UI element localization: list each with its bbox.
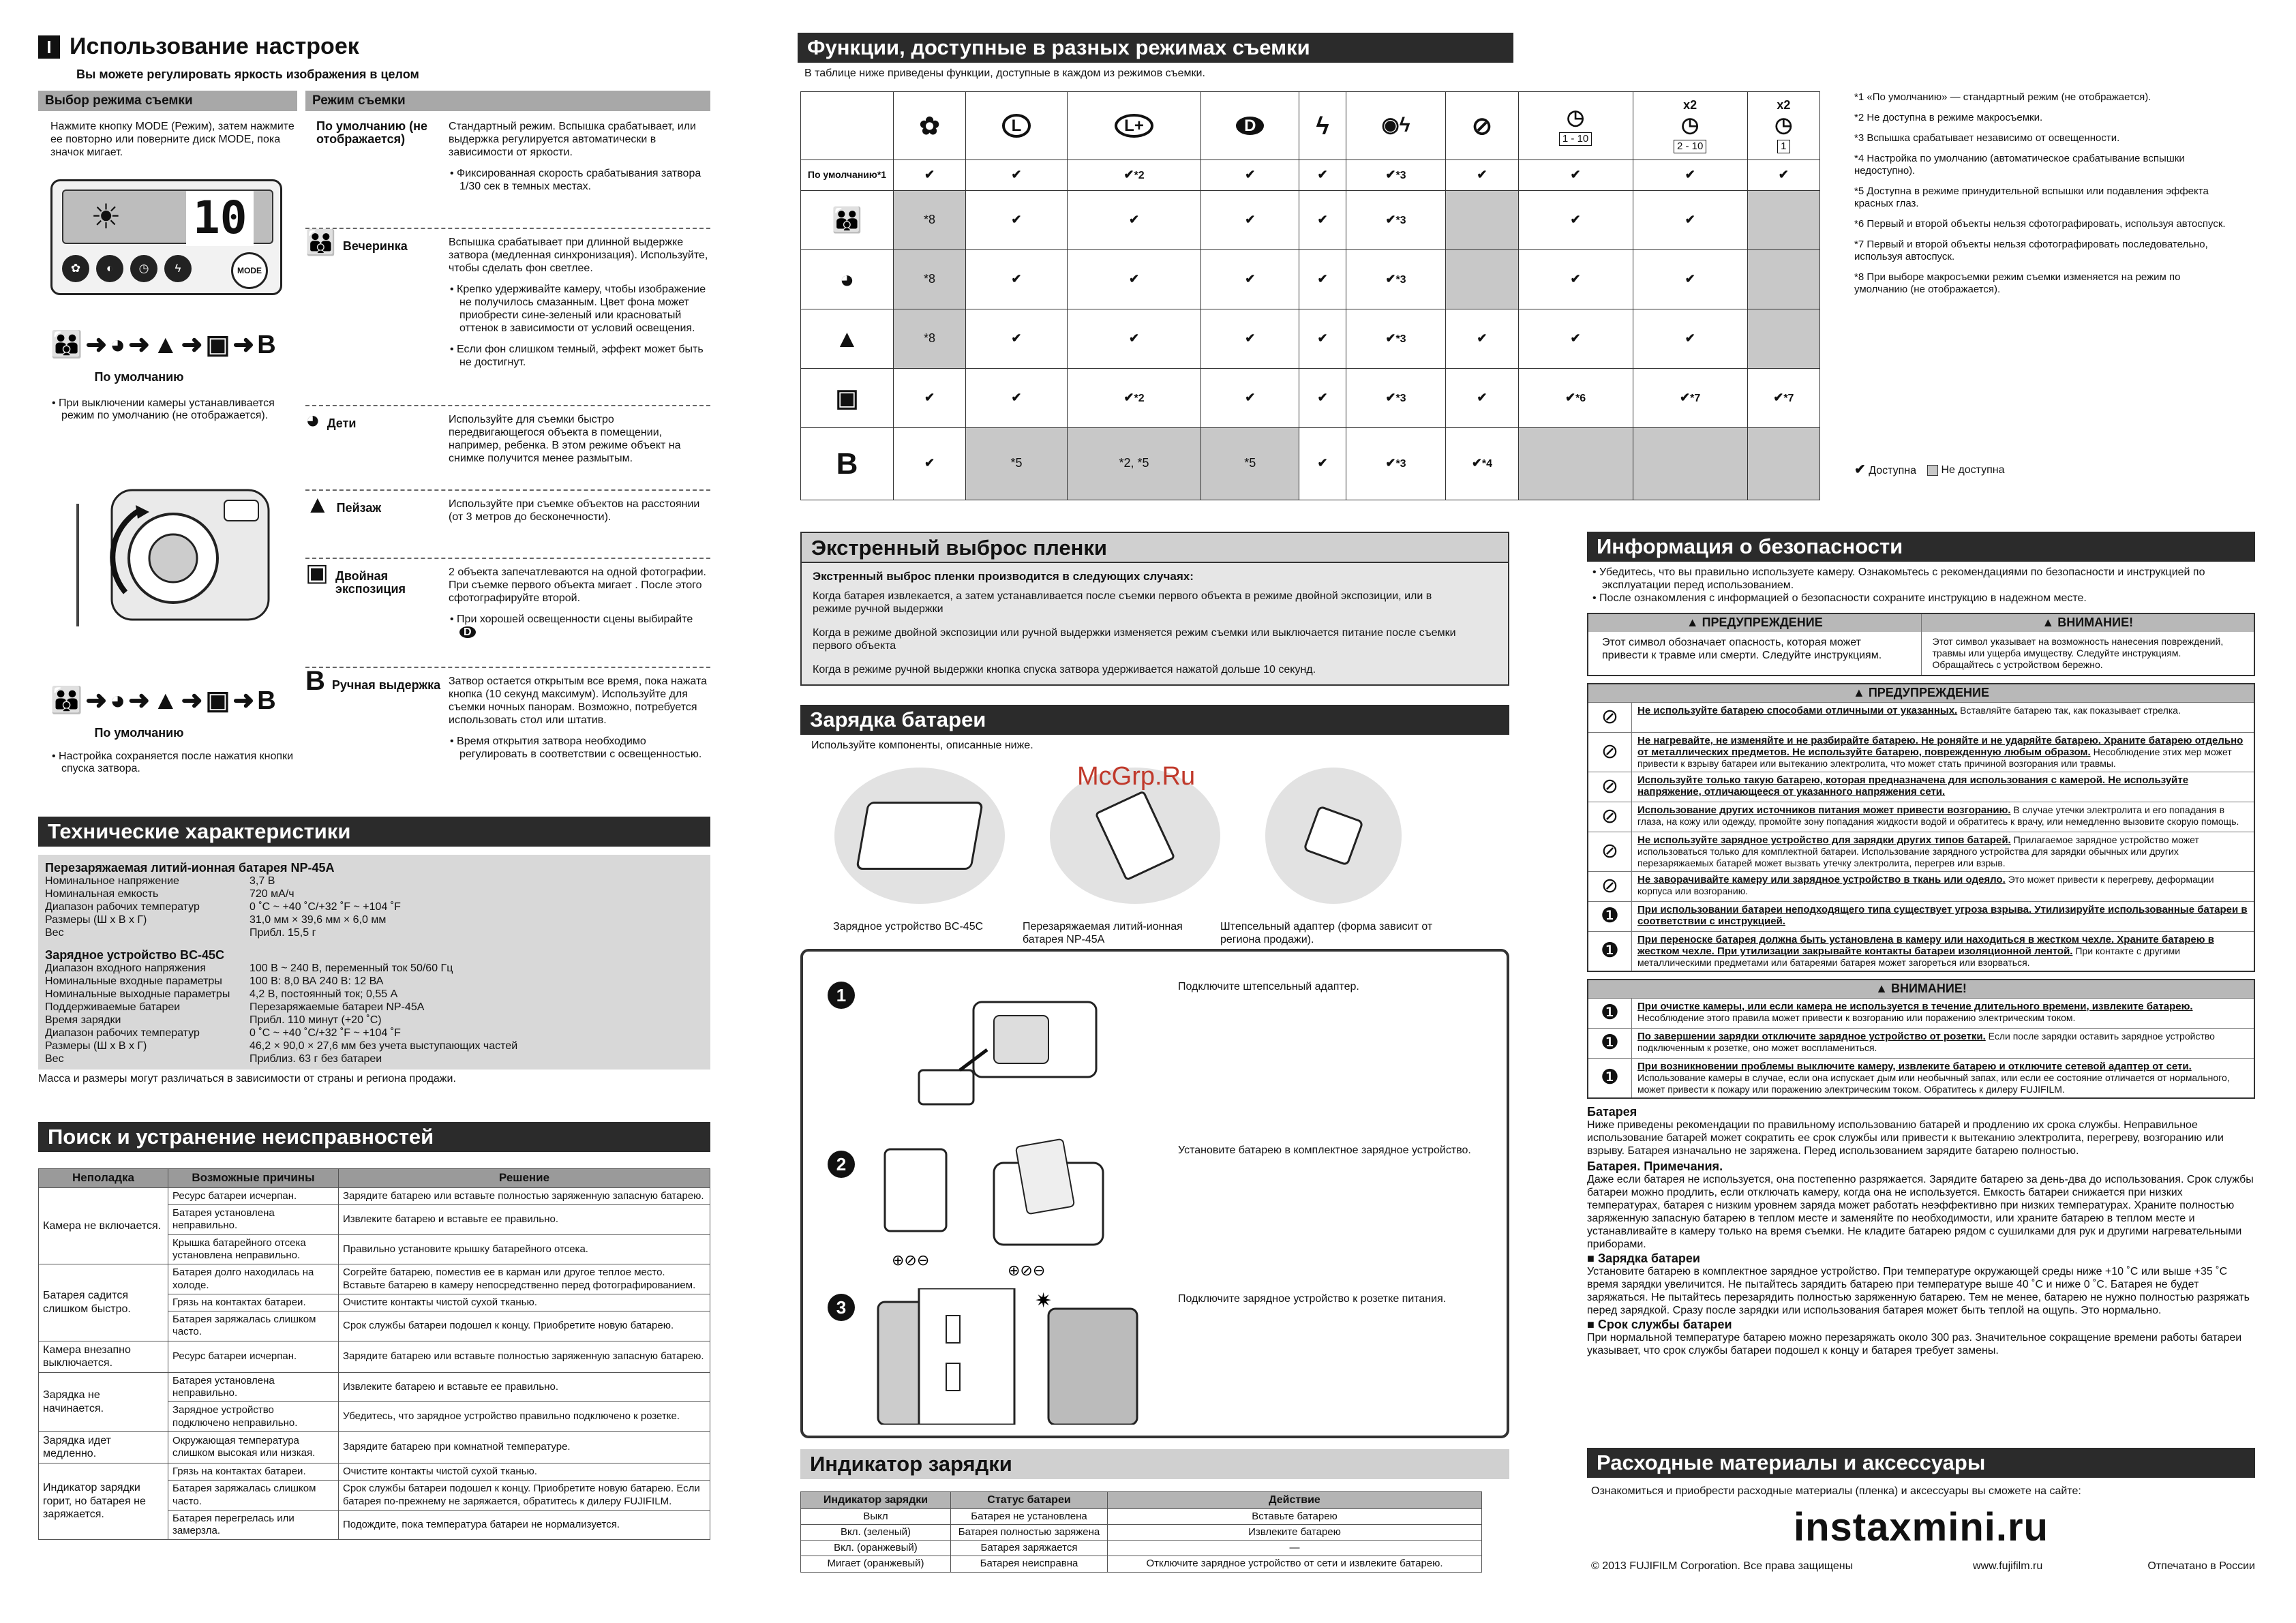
indicator-title: Индикатор зарядки: [800, 1449, 1509, 1479]
warning-item: ⊘ Не используйте батарею способами отличными от указанных. Вставляйте батарею так, как показывает стрелка.: [1588, 702, 2254, 732]
double-exposure-icon: ▣: [205, 686, 233, 716]
spec-row: Номинальные выходные параметры 4,2 В, постоянный ток; 0,55 А: [45, 988, 398, 1000]
table-row: Батарея установлена неправильно. Извлеките батарею и вставьте ее правильно.: [39, 1205, 710, 1235]
kids-icon: ◕: [110, 331, 129, 359]
lighten-icon: ◐: [96, 255, 123, 282]
default-note: • При выключении камеры устанавливается режим по умолчанию (не отображается).: [52, 397, 275, 422]
specs-footer: Масса и размеры могут различаться в зависимости от страны и региона продажи.: [38, 1073, 456, 1084]
table-row: Зарядное устройство подключено неправильно. Убедитесь, что зарядное устройство правильно подключено к розетке.: [39, 1402, 710, 1432]
warning-item: ❶ При использовании батареи неподходящего типа существует угроза взрыва. Утилизируйте использованные батареи в соответствии с инструкцией.: [1588, 901, 2254, 931]
eject-title: Экстренный выброс пленки: [802, 533, 1508, 563]
macro-icon: ✿: [62, 255, 89, 282]
column-header-select-mode: Выбор режима съемки: [38, 91, 297, 111]
landscape-icon: ▲: [152, 331, 181, 359]
prohibited-icon: ⊘: [1588, 703, 1632, 732]
problem-cell: Камера не включается.: [39, 1187, 168, 1264]
section-functions: [798, 33, 2296, 80]
prohibited-icon: ⊘: [1588, 772, 1632, 802]
unplug-icon: ❶: [1588, 1059, 1632, 1097]
prohibited-icon: ⊘: [1588, 832, 1632, 871]
plug-adapter-illustration: [1265, 768, 1402, 904]
mode-double-exposure: ▣ Двойная экспозиция 2 объекта запечатлеваются на одной фотографии. При съемке первого объекта мигает . После этого сфотографируйте второй. • При хорошей освещенности сцены выбирайте D: [305, 559, 710, 668]
warning-item: ⊘ Не нагревайте, не изменяйте и не разбирайте батарею. Не роняйте и не ударяйте батарею. Храните батарею отдельно от металлических предметов. Не используйте батарею, поврежденную любым образом. Несоблюдение этих мер может привести к взрыву батареи или вытеканию электролита, что может стать причиной возгорания или травмы.: [1588, 732, 2254, 772]
spec-row: Номинальная емкость 720 мА/ч: [45, 888, 294, 900]
default-label: По умолчанию: [94, 370, 184, 384]
warning-item: ⊘ Не используйте зарядное устройство для зарядки других типов батарей. Прилагаемое зарядное устройство может использоваться только для комплектной батареи. Использование зарядного устройства для зарядки обычных или других перезаряжаемых батарей может вызвать утечку электролита, перегрев или взрыв.: [1588, 832, 2254, 871]
spec-row: Диапазон рабочих температур 0 ˚С ~ +40 ˚С/+32 ˚F ~ +104 ˚F: [45, 901, 401, 913]
warning-item: ❶ При переноске батарея должна быть установлена в камеру или находиться в жестком чехле. Храните батарею в жестком чехле. При утилизации закрывайте контакты батареи изоляционной лентой. При контакте с другими металлическими предметами или батареями батарея может загореться или взорваться.: [1588, 931, 2254, 971]
table-row: Батарея заряжалась слишком часто. Срок службы батареи подошел к концу. Приобретите новую батарею.: [39, 1311, 710, 1341]
lighten-icon: L: [966, 92, 1068, 160]
section-subtitle: Вы можете регулировать яркость изображения в целом: [76, 67, 419, 82]
legend-swatch: [1927, 465, 1938, 476]
troubleshooting-title: Поиск и устранение неисправностей: [38, 1122, 710, 1152]
row-default-label: По умолчанию*1: [801, 160, 894, 191]
mode-landscape: ▲ Пейзаж Используйте при съемке объектов на расстоянии (от 3 метров до бесконечности).: [305, 491, 710, 559]
warning-item: ❶ По завершении зарядки отключите зарядное устройство от розетки. Если после зарядки оставить зарядное устройство подключенным к розетке, оно может воспламениться.: [1588, 1028, 2254, 1058]
charge-title: Зарядка батареи: [800, 705, 1509, 735]
functions-intro: В таблице ниже приведены функции, доступные в каждом из режимов съемки.: [804, 67, 1205, 79]
bulb-icon: B: [305, 666, 325, 696]
troubleshooting-table: Неполадка Возможные причины Решение Камера не включается. Ресурс батареи исчерпан. Зарядите батарею или вставьте полностью заряженную запасную батарею. Батарея установлена неправильно. Извлеките батарею и вставьте ее правильно. Крышка батарейного отсека установлена неправильно. Правильно установите крышку батарейного отсека. Батарея садится слишком быстро. Батарея долго находилась на холоде. Согрейте батарею, поместив ее в карман или другое теплое место. Вставьте батарею в камеру непосредственно перед фотографированием. Грязь на контактах батареи. Очистите контакты чистой сухой тканью. Батарея заряжалась слишком часто. Срок службы батареи подошел к концу. Приобретите новую батарею. Камера внезапно выключается. Ресурс батареи исчерпан. Зарядите батарею или вставьте полностью заряженную запасную батарею. Зарядка не начинается. Батарея установлена неправильно. Извлеките батарею и вставьте ее правильно. Зарядное устройство подключено неправильно. Убедитесь, что зарядное устройство правильно подключено к розетке. Зарядка идет медленно. Окружающая температура слишком высокая или низкая. Зарядите батарею при комнатной температуре. Индикатор зарядки горит, но батарея не заряжается. Грязь на контактах батареи. Очистите контакты чистой сухой тканью. Батарея заряжалась слишком часто. Срок службы батареи подошел к концу. Приобретите новую батарею. Если батарея по-прежнему не заряжается, обратитесь к дилеру FUJIFILM. Батарея перегрелась или замерзла. Подождите, пока температура батареи не нормализуется.: [38, 1168, 710, 1540]
table-row: Грязь на контактах батареи. Очистите контакты чистой сухой тканью.: [39, 1294, 710, 1311]
self-timer-x2-1-icon: x2 ◷ 1: [1747, 92, 1819, 160]
symbol-definitions: ▲ ПРЕДУПРЕЖДЕНИЕ Этот символ обозначает опасность, которая может привести к травме или смерти. Следуйте инструкциям. ▲ ВНИМАНИЕ! Этот символ указывает на возможность нанесения повреждений, травмы или ущерба имуществу. Следуйте инструкциям. Обращайтесь с устройством бережно.: [1587, 613, 2255, 676]
lcd-illustration: [50, 179, 282, 295]
step-1-illustration: [905, 975, 1123, 1111]
self-timer-icon: ◷ 1 - 10: [1518, 92, 1633, 160]
table-row: Зарядка не начинается. Батарея установлена неправильно. Извлеките батарею и вставьте ее правильно.: [39, 1372, 710, 1402]
bulb-icon: B: [257, 686, 279, 716]
footnote: *7 Первый и второй объекты нельзя сфотографировать последовательно, используя автоспуск.: [1854, 239, 2208, 262]
forced-flash-icon: ϟ: [1299, 92, 1346, 160]
footnote: *2 Не доступна в режиме макросъемки.: [1854, 112, 2043, 123]
svg-text:⊕⊘⊖: ⊕⊘⊖: [1008, 1262, 1046, 1279]
accessories-title: Расходные материалы и аксессуары: [1587, 1448, 2255, 1478]
mode-party: 👪 Вечеринка Вспышка срабатывает при длинной выдержке затвора (медленная синхронизация). Используйте, чтобы сделать фон светлее. • Крепко удерживайте камеру, чтобы изображение не получилось смазанным. Цвет фона может приобрести сине-зеленый или красноватый оттенок в зависимости от условий освещения. • Если фон слишком темный, эффект может быть не достигнут.: [305, 229, 710, 406]
kids-icon: ◕: [305, 406, 320, 434]
mode-cycle-diagram-2: 👪➜◕➜▲➜▣➜B: [50, 686, 279, 716]
warning-item: ⊘ Используйте только такую батарею, которая предназначена для использования с камерой. Не используйте напряжение, отличающееся от указанного напряжения сети.: [1588, 772, 2254, 802]
charge-steps: 1 Подключите штепсельный адаптер. 2 ⊕⊘⊖ ⊕⊘⊖ Установите батарею в комплектное зарядное устройство. 3 ✷ Подключите зарядное устройство к розетке питания.: [800, 949, 1509, 1438]
cautions-box: ▲ ВНИМАНИЕ! ❶ При очистке камеры, или если камера не используется в течение длительного времени, извлеките батарею. Несоблюдение этого правила может привести к возгоранию или поражению электрическим током. ❶ По завершении зарядки отключите зарядное устройство от розетки. Если после зарядки оставить зарядное устройство подключенным к розетке, оно может воспламениться. ❶ При возникновении проблемы выключите камеру, извлеките батарею и отключите сетевой адаптер от сети. Использование камеры в случае, если она испускает дым или необычный запах, или если ее состояние отличается от нормального, может привести к пожару или поражению электрическим током. Обратитесь к дилеру FUJIFILM.: [1587, 979, 2255, 1099]
party-icon: 👪: [305, 228, 336, 256]
section-accessories: Расходные материалы и аксессуары Ознакомиться и приобрести расходные материалы (пленка) и аксессуары вы сможете на сайте: instaxmini.ru © 2013 FUJIFILM Corporation. Все права защищены www.fujifilm.ru Отпечатано в России: [1587, 1448, 2255, 1573]
footnote: *8 При выборе макросъемки режим съемки изменяется на режим по умолчанию (не отображается).: [1854, 271, 2181, 295]
table-row: Выкл Батарея не установлена Вставьте батарею: [801, 1508, 1482, 1524]
default-note-2: • Настройка сохраняется после нажатия кнопки спуска затвора.: [52, 750, 294, 775]
table-row: Мигает (оранжевый) Батарея неисправна Отключите зарядное устройство от сети и извлеките батарею.: [801, 1556, 1482, 1572]
kids-icon: ◕: [801, 249, 894, 309]
spec-row: Размеры (Ш x В x Г) 31,0 мм × 39,6 мм × 6,0 мм: [45, 914, 387, 926]
indicator-table: Индикатор зарядки Статус батареи Действие Выкл Батарея не установлена Вставьте батарею Вкл. (зеленый) Батарея полностью заряжена Извлеките батарею Вкл. (оранжевый) Батарея заряжается — Мигает (оранжевый) Батарея неисправна Отключите зарядное устройство от сети и извлеките батарею.: [800, 1491, 1482, 1573]
mode-bulb: B Ручная выдержка Затвор остается открытым все время, пока нажата кнопка (10 секунд максимум). Используйте для съемки ночных панорам. Возможно, потребуется использовать стол или штатив. • Время открытия затвора необходимо регулировать в соответствии с освещенностью.: [305, 668, 710, 804]
warning-item: ❶ При очистке камеры, или если камера не используется в течение длительного времени, извлеките батарею. Несоблюдение этого правила может привести к возгоранию или поражению электрическим током.: [1588, 998, 2254, 1028]
step-2-illustration: [871, 1136, 1144, 1286]
mandatory-icon: ❶: [1588, 932, 1632, 971]
table-row: Батарея заряжалась слишком часто. Срок службы батареи подошел к концу. Приобретите новую батарею. Если батарея по-прежнему не заряжается, обратитесь к дилеру FUJIFILM.: [39, 1481, 710, 1511]
table-row: Зарядка идет медленно. Окружающая температура слишком высокая или низкая. Зарядите батарею при комнатной температуре.: [39, 1431, 710, 1463]
step-3-illustration: [864, 1288, 1164, 1425]
step-1: 1: [828, 982, 855, 1009]
problem-cell: Зарядка идет медленно.: [39, 1431, 168, 1463]
step-3: 3: [828, 1294, 855, 1321]
section-eject: Экстренный выброс пленки Экстренный выброс пленки производится в следующих случаях: Когда батарея извлекается, а затем устанавливается после съемки первого объекта в режиме двойной экспозиции, или в режиме ручной выдержки Когда в режиме двойной экспозиции или ручной выдержки изменяется режим съемки или выключается питание после съемки первого объекта Когда в режиме ручной выдержки кнопка спуска затвора удерживается нажатой дольше 10 секунд.: [800, 532, 1509, 686]
spec-row: Время зарядки Прибл. 110 минут (+20 ˚С): [45, 1014, 382, 1026]
warning-item: ❶ При возникновении проблемы выключите камеру, извлеките батарею и отключите сетевой адаптер от сети. Использование камеры в случае, если она испускает дым или необычный запах, или если ее состояние отличается от нормального, может привести к пожару или поражению электрическим током. Обратитесь к дилеру FUJIFILM.: [1588, 1058, 2254, 1097]
warnings-box: ▲ ПРЕДУПРЕЖДЕНИЕ ⊘ Не используйте батарею способами отличными от указанных. Вставляйте батарею так, как показывает стрелка. ⊘ Не нагревайте, не изменяйте и не разбирайте батарею. Не роняйте и не ударяйте батарею. Храните батарею отдельно от металлических предметов. Не используйте батарею, поврежденную любым образом. Несоблюдение этих мер может привести к взрыву батареи или вытеканию электролита, что может стать причиной возгорания или травмы. ⊘ Используйте только такую батарею, которая предназначена для использования с камерой. Не используйте напряжение, отличающееся от указанного напряжения сети. ⊘ Использование других источников питания может привести возгоранию. В случае утечки электролита и его попадания в глаза, на кожу или одежду, промойте зону попадания жидкости водой и обратитесь к врачу, или немедленно вызовите скорую помощь. ⊘ Не используйте зарядное устройство для зарядки других типов батарей. Прилагаемое зарядное устройство может использоваться только для комплектной батареи. Использование зарядного устройства для зарядки обычных или других перезаряжаемых батарей может вызвать утечку электролита, перегрев или взрыв. ⊘ Не заворачивайте камеру или зарядное устройство в ткань или одеяло. Это может привести к перегреву, деформации корпуса или возгоранию. ❶ При использовании батареи неподходящего типа существует угроза взрыва. Утилизируйте использованные батареи в соответствии с инструкцией. ❶ При переноске батарея должна быть установлена в камеру или находиться в жестком чехле. Храните батарею в жестком чехле. При утилизации закрывайте контакты батареи изоляционной лентой. При контакте с другими металлическими предметами или батареями батарея может загореться или взорваться.: [1587, 683, 2255, 972]
lcd-display: [62, 189, 273, 244]
spec-row: Номинальные входные параметры 100 В: 8,0 ВА 240 В: 12 ВА: [45, 975, 384, 987]
problem-cell: Индикатор зарядки горит, но батарея не заряжается.: [39, 1463, 168, 1539]
mandatory-icon: ❶: [1588, 902, 1632, 931]
svg-text:⊕⊘⊖: ⊕⊘⊖: [892, 1252, 930, 1269]
table-row: Камера не включается. Ресурс батареи исчерпан. Зарядите батарею или вставьте полностью заряженную запасную батарею.: [39, 1187, 710, 1204]
warning-item: ⊘ Не заворачивайте камеру или зарядное устройство в ткань или одеяло. Это может привести к перегреву, деформации корпуса или возгоранию.: [1588, 871, 2254, 901]
flash-icon: ϟ: [164, 255, 192, 282]
mode-cycle-diagram: 👪➜◕➜▲➜▣➜B: [50, 331, 279, 359]
legend: ✔ Доступна Не доступна: [1854, 462, 2005, 477]
problem-cell: Зарядка не начинается.: [39, 1372, 168, 1431]
camera-illustration: [50, 463, 303, 640]
d-mode-icon: D: [459, 626, 476, 638]
section-title: Использование настроек: [70, 33, 359, 59]
default-label-2: По умолчанию: [94, 726, 184, 740]
flash-off-icon: ⊘: [1446, 92, 1518, 160]
spec-row: Диапазон входного напряжения 100 В ~ 240 В, переменный ток 50/60 Гц: [45, 962, 453, 974]
mode-instructions: Нажмите кнопку MODE (Режим), затем нажмите ее повторно или поверните диск MODE, пока значок мигает. ☀ 10 ✿ ◐ ◷ ϟ MODE 👪➜◕➜▲➜▣➜B По умолчанию • При выключении камеры устанавливается режим по умолчанию (не отображается). 👪➜◕➜▲➜▣➜B По умолчанию • Настройка сохраняется после нажатия кнопки спуска затвора.: [50, 120, 303, 775]
warning-item: ⊘ Использование других источников питания может привести возгоранию. В случае утечки электролита и его попадания в глаза, на кожу или одежду, промойте зону попадания жидкости водой и обратитесь к врачу, или немедленно вызовите скорую помощь.: [1588, 802, 2254, 832]
footnote: *6 Первый и второй объекты нельзя сфотографировать, используя автоспуск.: [1854, 218, 2226, 230]
unplug-icon: ❶: [1588, 1029, 1632, 1058]
double-exposure-icon: ▣: [305, 558, 329, 586]
section-number: I: [38, 35, 60, 59]
footnote: *3 Вспышка срабатывает независимо от освещенности.: [1854, 132, 2120, 144]
party-icon: 👪: [801, 190, 894, 249]
charge-intro: Используйте компоненты, описанные ниже.: [811, 740, 1033, 751]
timer-icon: ◷: [130, 255, 157, 282]
function-notes: [1854, 91, 2263, 477]
column-header-shooting-mode: Режим съемки: [305, 91, 710, 111]
battery-guidelines: Батарея Ниже приведены рекомендации по правильному использованию батарей и продлению их срока службы. Неправильное использование батарей может сократить ее срок службы или привести к вытеканию электролита, перегреву, возгоранию или взрыву. Батарея изначально не заряжена. Перед использованием зарядите батарею полностью. Батарея. Примечания. Даже если батарея не используется, она постепенно разряжается. Зарядите батарею за день-два до использования. Срок службы батареи можно продлить, если отключать камеру, когда она не используется. Емкость батареи снижается при низких температурах, батарея с низким уровнем заряда может работать неэффективно при низких температурах. Храните полностью заряженную запасную батарею в теплом месте и заменяйте по необходимости, или храните батарею в теплом месте и устанавливайте в камеру только на время съемки. Не кладите батарею рядом с сушилками для рук и другими нагревательными приборами. ■ Зарядка батареи Установите батарею в комплектное зарядное устройство. При температуре окружающей среды ниже +10 ˚С или выше +35 ˚С время зарядки увеличится. Не пытайтесь зарядить батарею при температуре выше 40 ˚С и ниже 0 ˚С. Батарея не будет заряжаться. Не пытайтесь перезарядить полностью заряженную батарею. Тем не менее, батарею не нужно полностью разряжать перед зарядкой. Сразу после зарядки или использования батарея может быть теплой на ощупь. Это нормально. ■ Срок службы батареи При нормальной температуре батарею можно перезаряжать около 300 раз. Значительное сокращение времени работы батареи указывает, что срок службы батареи подошел к концу и батарея требует замены.: [1587, 1104, 2254, 1356]
prohibited-icon: ⊘: [1588, 733, 1632, 772]
charger-illustration: [834, 768, 1005, 904]
table-row: Батарея перегрелась или замерзла. Подождите, пока температура батареи не нормализуется.: [39, 1510, 710, 1540]
table-row: Камера внезапно выключается. Ресурс батареи исчерпан. Зарядите батарею или вставьте полностью заряженную запасную батарею.: [39, 1341, 710, 1372]
mode-button[interactable]: MODE: [231, 252, 268, 289]
mode-kids: ◕ Дети Используйте для съемки быстро передвигающегося объекта в помещении, например, ребенка. В этом режиме объект на снимке получится менее размытым.: [305, 406, 710, 491]
mandatory-icon: ❶: [1588, 999, 1632, 1028]
spec-row: Вес Приблиз. 63 г без батареи: [45, 1053, 382, 1065]
specs-table: Перезаряжаемая литий-ионная батарея NP-45A Номинальное напряжение 3,7 В Номинальная емкость 720 мА/ч Диапазон рабочих температур 0 ˚С ~ +40 ˚С/+32 ˚F ~ +104 ˚F Размеры (Ш x В x Г) 31,0 мм × 39,6 мм × 6,0 мм Вес Прибл. 15,5 г Зарядное устройство BC-45C Диапазон входного напряжения 100 В ~ 240 В, переменный ток 50/60 Гц Номинальные входные параметры 100 В: 8,0 ВА 240 В: 12 ВА Номинальные выходные параметры 4,2 В, постоянный ток; 0,55 А Поддерживаемые батареи Перезаряжаемые батареи NP-45A Время зарядки Прибл. 110 минут (+20 ˚С) Диапазон рабочих температур 0 ˚С ~ +40 ˚С/+32 ˚F ~ +104 ˚F Размеры (Ш x В x Г) 46,2 × 90,0 × 27,6 мм без учета выступающих частей Вес Приблиз. 63 г без батареи: [42, 858, 706, 1065]
landscape-icon: ▲: [305, 490, 330, 518]
functions-title: Функции, доступные в разных режимах съемки: [798, 33, 1513, 63]
spec-row: Номинальное напряжение 3,7 В: [45, 875, 275, 887]
bulb-icon: B: [801, 427, 894, 500]
footnote: *1 «По умолчанию» — стандартный режим (не отображается).: [1854, 91, 2151, 103]
kids-icon: ◕: [110, 686, 129, 716]
step-2: 2: [828, 1151, 855, 1178]
footnote: *4 Настройка по умолчанию (автоматическое срабатывание вспышки недоступно).: [1854, 153, 2185, 177]
party-icon: 👪: [50, 331, 86, 359]
functions-table: ✿ L L+ D ϟ ◉ϟ ⊘ ◷ 1 - 10 x2 ◷ 2 - 10 x2 ◷ 1 По умолчанию*1 ✔ ✔ ✔*2 ✔ ✔ ✔*3 ✔ ✔ ✔ ✔ 👪 *8 ✔ ✔ ✔ ✔ ✔*3 ✔ ✔ ◕ *8 ✔ ✔ ✔ ✔ ✔*3 ✔ ✔ ▲ *8 ✔ ✔ ✔ ✔ ✔*3 ✔ ✔ ✔ ▣ ✔ ✔ ✔*2 ✔ ✔ ✔*3 ✔ ✔*6 ✔*7 ✔*7 B ✔ *5 *2, *5 *5 ✔ ✔*3 ✔*4: [800, 91, 1820, 500]
problem-cell: Батарея садится слишком быстро.: [39, 1264, 168, 1341]
spec-row: Диапазон рабочих температур 0 ˚С ~ +40 ˚С/+32 ˚F ~ +104 ˚F: [45, 1027, 401, 1039]
darken-icon: D: [1201, 92, 1299, 160]
section-settings: [38, 33, 710, 111]
spec-row: Вес Прибл. 15,5 г: [45, 927, 316, 939]
watermark: McGrp.Ru: [1077, 761, 1196, 791]
sun-icon: ☀: [91, 198, 121, 236]
section-indicator: [800, 1449, 1509, 1573]
section-charge: Зарядка батареи Используйте компоненты, описанные ниже. McGrp.Ru Зарядное устройство BC-45C Перезаряжаемая литий-ионная батарея NP-45A Штепсельный адаптер (форма зависит от региона продажи).: [800, 705, 1509, 946]
spec-row: Размеры (Ш x В x Г) 46,2 × 90,0 × 27,6 мм без учета выступающих частей: [45, 1040, 518, 1052]
section-specs: [38, 817, 710, 1086]
prohibited-icon: ⊘: [1588, 872, 1632, 901]
macro-icon: ✿: [894, 92, 966, 160]
section-troubleshooting: [38, 1122, 710, 1540]
table-row: Индикатор зарядки горит, но батарея не заряжается. Грязь на контактах батареи. Очистите контакты чистой сухой тканью.: [39, 1463, 710, 1480]
prohibited-icon: ⊘: [1588, 802, 1632, 832]
specs-title: Технические характеристики: [38, 817, 710, 847]
footnote: *5 Доступна в режиме принудительной вспышки или подавления эффекта красных глаз.: [1854, 185, 2209, 209]
table-row: Крышка батарейного отсека установлена неправильно. Правильно установите крышку батарейного отсека.: [39, 1234, 710, 1264]
landscape-icon: ▲: [801, 309, 894, 368]
spec-row: Поддерживаемые батареи Перезаряжаемые батареи NP-45A: [45, 1001, 425, 1013]
site-logo[interactable]: instaxmini.ru: [1794, 1504, 2049, 1549]
svg-text:✷: ✷: [1035, 1289, 1053, 1313]
battery-illustration: [1050, 761, 1220, 904]
landscape-icon: ▲: [152, 686, 181, 716]
double-exposure-icon: ▣: [205, 331, 233, 359]
red-eye-flash-icon: ◉ϟ: [1346, 92, 1446, 160]
double-exposure-icon: ▣: [801, 368, 894, 427]
lighten-plus-icon: L+: [1067, 92, 1200, 160]
self-timer-x2-icon: x2 ◷ 2 - 10: [1633, 92, 1747, 160]
table-row: Вкл. (оранжевый) Батарея заряжается —: [801, 1541, 1482, 1556]
safety-title: Информация о безопасности: [1587, 532, 2255, 562]
mode-default: По умолчанию (не отображается) Стандартный режим. Вспышка срабатывает, или выдержка регулируется автоматически в зависимости от яркости. • Фиксированная скорость срабатывания затвора 1/30 сек в темных местах.: [305, 120, 710, 229]
bulb-icon: B: [257, 331, 279, 359]
party-icon: 👪: [50, 686, 86, 716]
section-safety: Информация о безопасности • Убедитесь, что вы правильно используете камеру. Ознакомьтесь с рекомендациями по безопасности и инструкцией по эксплуатации перед использованием. • После ознакомления с информацией о безопасности сохраните инструкцию в надежном месте. ▲ ПРЕДУПРЕЖДЕНИЕ Этот символ обозначает опасность, которая может привести к травме или смерти. Следуйте инструкциям. ▲ ВНИМАНИЕ! Этот символ указывает на возможность нанесения повреждений, травмы или ущерба имуществу. Следуйте инструкциям. Обращайтесь с устройством бережно. ▲ ПРЕДУПРЕЖДЕНИЕ ⊘ Не используйте батарею способами отличными от указанных. Вставляйте батарею так, как показывает стрелка. ⊘ Не нагревайте, не изменяйте и не разбирайте батарею. Не роняйте и не ударяйте батарею. Храните батарею отдельно от металлических предметов. Не используйте батарею, поврежденную любым образом. Несоблюдение этих мер может привести к взрыву батареи или вытеканию электролита, что может стать причиной возгорания или травмы. ⊘ Используйте только такую батарею, которая предназначена для использования с камерой. Не используйте напряжение, отличающееся от указанного напряжения сети. ⊘ Использование других источников питания может привести возгоранию. В случае утечки электролита и его попадания в глаза, на кожу или одежду, промойте зону попадания жидкости водой и обратитесь к врачу, или немедленно вызовите скорую помощь. ⊘ Не используйте зарядное устройство для зарядки других типов батарей. Прилагаемое зарядное устройство может использоваться только для комплектной батареи. Использование зарядного устройства для зарядки обычных или других перезаряжаемых батарей может вызвать утечку электролита, перегрев или взрыв. ⊘ Не заворачивайте камеру или зарядное устройство в ткань или одеяло. Это может привести к перегреву, деформации корпуса или возгоранию. ❶ При использовании батареи неподходящего типа существует угроза взрыва. Утилизируйте использованные батареи в соответствии с инструкцией. ❶ При переноске батарея должна быть установлена в камеру или находиться в жестком чехле. Храните батарею в жестком чехле. При утилизации закрывайте контакты батареи изоляционной лентой. При контакте с другими металлическими предметами или батареями батарея может загореться или взорваться. ▲ ВНИМАНИЕ! ❶ При очистке камеры, или если камера не используется в течение длительного времени, извлеките батарею. Несоблюдение этого правила может привести к возгоранию или поражению электрическим током. ❶ По завершении зарядки отключите зарядное устройство от розетки. Если после зарядки оставить зарядное устройство подключенным к розетке, оно может воспламениться. ❶ При возникновении проблемы выключите камеру, извлеките батарею и отключите сетевой адаптер от сети. Использование камеры в случае, если она испускает дым или необычный запах, или если ее состояние отличается от нормального, может привести к пожару или поражению электрическим током. Обратитесь к дилеру FUJIFILM. Батарея Ниже приведены рекомендации по правильному использованию батарей и продлению их срока службы. Неправильное использование батарей может сократить ее срок службы или привести к вытеканию электролита, перегреву, возгоранию или взрыву. Батарея изначально не заряжена. Перед использованием зарядите батарею полностью. Батарея. Примечания. Даже если батарея не используется, она постепенно разряжается. Зарядите батарею за день-два до использования. Срок службы батареи можно продлить, если отключать камеру, когда она не используется. Емкость батареи снижается при низких температурах, батарея с низким уровнем заряда может работать неэффективно при низких температурах. Храните полностью заряженную запасную батарею в теплом месте и заменяйте по необходимости, или храните батарею в теплом месте и устанавливайте в камеру только на время съемки. Не кладите батарею рядом с сушилками для рук и другими нагревательными приборами. ■ Зарядка батареи Установите батарею в комплектное зарядное устройство. При температуре окружающей среды ниже +10 ˚С или выше +35 ˚С время зарядки увеличится. Не пытайтесь зарядить батарею при температуре выше 40 ˚С и ниже 0 ˚С. Батарея не будет заряжаться. Не пытайтесь перезарядить полностью заряженную батарею. Тем не менее, батарею не нужно полностью разряжать перед зарядкой. Сразу после зарядки или использования батарея может быть теплой на ощупь. Это нормально. ■ Срок службы батареи При нормальной температуре батарею можно перезаряжать около 300 раз. Значительное сокращение времени работы батареи указывает, что срок службы батареи подошел к концу и батарея требует замены.: [1587, 532, 2255, 1357]
lcd-digits: 10: [186, 191, 254, 246]
modes-list: [305, 120, 710, 804]
table-row: Вкл. (зеленый) Батарея полностью заряжена Извлеките батарею: [801, 1524, 1482, 1540]
problem-cell: Камера внезапно выключается.: [39, 1341, 168, 1372]
table-row: Батарея садится слишком быстро. Батарея долго находилась на холоде. Согрейте батарею, поместив ее в карман или другое теплое место. Вставьте батарею в камеру непосредственно перед фотографированием.: [39, 1264, 710, 1294]
